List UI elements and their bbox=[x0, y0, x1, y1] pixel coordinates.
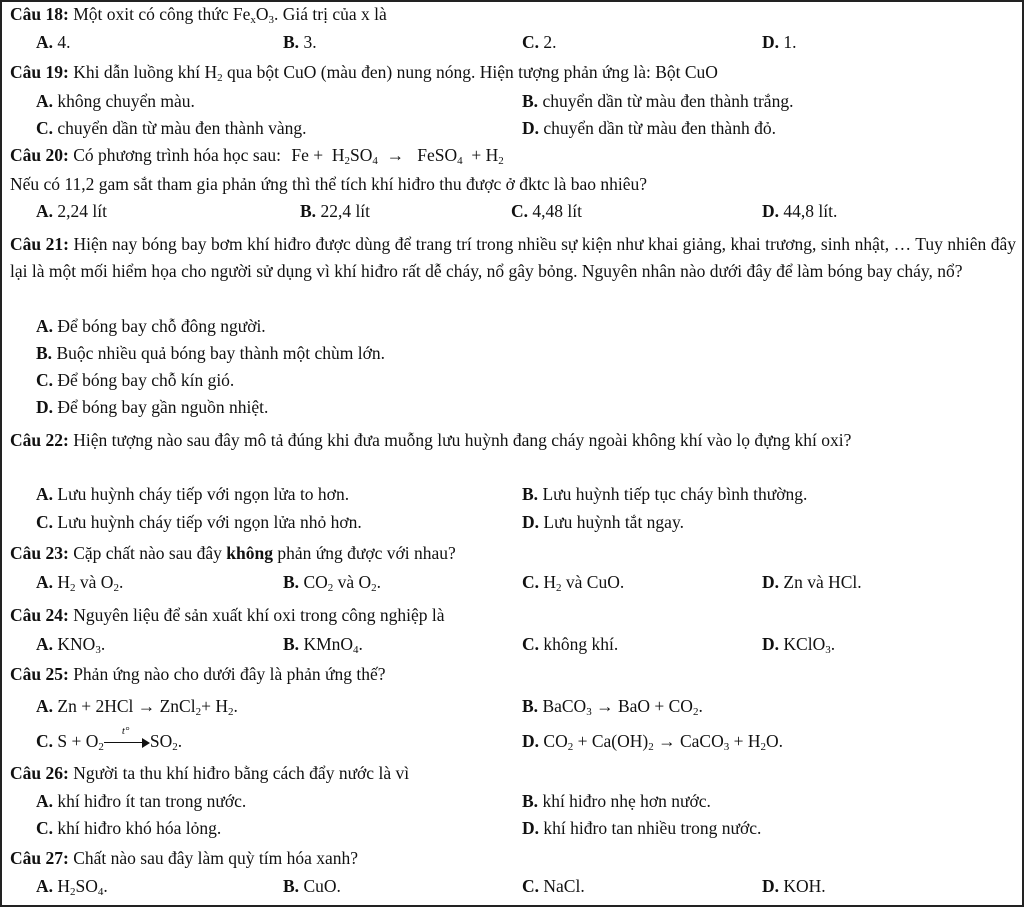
option-d[interactable]: D. 1. bbox=[762, 32, 797, 52]
question-label: Câu 25: bbox=[10, 664, 69, 684]
question-22: Câu 22: Hiện tượng nào sau đây mô tả đúng khi đưa muỗng lưu huỳnh đang cháy ngoài không khí vào lọ đựng khí oxi? bbox=[10, 430, 852, 450]
option-a[interactable]: A. Để bóng bay chỗ đông người. bbox=[36, 316, 266, 336]
question-18: Câu 18: Một oxit có công thức $Fe_xO_3$. Giá trị của x là bbox=[10, 4, 387, 26]
question-25: Câu 25: Phản ứng nào cho dưới đây là phản ứng thế? bbox=[10, 664, 386, 684]
option-b[interactable]: B. khí hiđro nhẹ hơn nước. bbox=[522, 791, 711, 811]
option-a[interactable]: A. Zn + 2HCl → ZnCl$_2$+ $H_2$. bbox=[36, 696, 238, 718]
option-b[interactable]: B. 22,4 lít bbox=[300, 201, 371, 221]
option-b[interactable]: B. $CO_2$ và $O_2$. bbox=[283, 572, 382, 594]
question-label: Câu 19: bbox=[10, 62, 69, 82]
question-24: Câu 24: Nguyên liệu để sản xuất khí oxi trong công nghiệp là bbox=[10, 605, 445, 625]
question-21: Câu 21: Hiện nay bóng bay bơm khí hiđro được dùng để trang trí trong nhiều sự kiện như khai giảng, khai trương, sinh nhật, … Tuy nhiên đây lại là một mối hiểm họa cho người sử dụng vì khí hiđro rất dễ cháy, nổ gây bỏng. Nguyên nhân nào dưới đây để làm bóng bay cháy, nổ? bbox=[10, 234, 1016, 281]
option-a[interactable]: A. 2,24 lít bbox=[36, 201, 107, 221]
reaction-arrow-icon: t° bbox=[104, 737, 150, 749]
option-d[interactable]: D. $CO_2 + Ca(OH)_2$ → CaCO$_3$ + $H_2O$. bbox=[522, 731, 783, 753]
question-label: Câu 21: bbox=[10, 234, 69, 254]
option-d[interactable]: D. Để bóng bay gần nguồn nhiệt. bbox=[36, 397, 269, 417]
option-a[interactable]: A. Lưu huỳnh cháy tiếp với ngọn lửa to hơn. bbox=[36, 484, 350, 504]
option-d[interactable]: D. Zn và HCl. bbox=[762, 572, 862, 592]
chemical-equation: $Fe + H_2SO_4$ → FeSO$_4$ + $H_2$ bbox=[291, 145, 504, 167]
option-a[interactable]: A. khí hiđro ít tan trong nước. bbox=[36, 791, 247, 811]
option-a[interactable]: A. 4. bbox=[36, 32, 71, 52]
question-label: Câu 22: bbox=[10, 430, 69, 450]
question-23: Câu 23: Cặp chất nào sau đây không phản ứng được với nhau? bbox=[10, 543, 456, 563]
option-a[interactable]: A. không chuyển màu. bbox=[36, 91, 195, 111]
option-c[interactable]: C. $H_2$ và CuO. bbox=[522, 572, 625, 594]
option-d[interactable]: D. khí hiđro tan nhiều trong nước. bbox=[522, 818, 762, 838]
option-c[interactable]: C. Lưu huỳnh cháy tiếp với ngọn lửa nhỏ hơn. bbox=[36, 512, 362, 532]
option-c[interactable]: C. 2. bbox=[522, 32, 557, 52]
question-label: Câu 26: bbox=[10, 763, 69, 783]
option-d[interactable]: D. chuyển dần từ màu đen thành đỏ. bbox=[522, 118, 776, 138]
question-label: Câu 27: bbox=[10, 848, 69, 868]
question-label: Câu 23: bbox=[10, 543, 69, 563]
question-label: Câu 24: bbox=[10, 605, 69, 625]
option-b[interactable]: B. 3. bbox=[283, 32, 317, 52]
option-b[interactable]: B. chuyển dần từ màu đen thành trắng. bbox=[522, 91, 794, 111]
option-d[interactable]: D. 44,8 lít. bbox=[762, 201, 838, 221]
option-d[interactable]: D. KOH. bbox=[762, 876, 826, 896]
option-b[interactable]: B. CuO. bbox=[283, 876, 341, 896]
question-label: Câu 20: bbox=[10, 145, 69, 165]
option-d[interactable]: D. KClO$_3$. bbox=[762, 634, 836, 656]
question-27: Câu 27: Chất nào sau đây làm quỳ tím hóa xanh? bbox=[10, 848, 358, 868]
option-b[interactable]: B. Lưu huỳnh tiếp tục cháy bình thường. bbox=[522, 484, 808, 504]
question-26: Câu 26: Người ta thu khí hiđro bằng cách đẩy nước là vì bbox=[10, 763, 410, 783]
question-20-line2: Nếu có 11,2 gam sắt tham gia phản ứng thì thể tích khí hiđro thu được ở đktc là bao nhiêu? bbox=[10, 174, 648, 194]
option-d[interactable]: D. Lưu huỳnh tắt ngay. bbox=[522, 512, 684, 532]
option-c[interactable]: C. NaCl. bbox=[522, 876, 585, 896]
question-20: Câu 20: Có phương trình hóa học sau: $Fe + H_2SO_4$ → FeSO$_4$ + $H_2$ bbox=[10, 145, 504, 167]
option-b[interactable]: B. KMnO$_4$. bbox=[283, 634, 363, 656]
option-c[interactable]: C. không khí. bbox=[522, 634, 619, 654]
option-c[interactable]: C. $S + O_2$ t° $SO_2$. bbox=[36, 724, 183, 753]
option-a[interactable]: A. $KNO_3$. bbox=[36, 634, 106, 656]
option-c[interactable]: C. chuyển dần từ màu đen thành vàng. bbox=[36, 118, 307, 138]
option-b[interactable]: B. Buộc nhiều quả bóng bay thành một chùm lớn. bbox=[36, 343, 386, 363]
option-c[interactable]: C. khí hiđro khó hóa lỏng. bbox=[36, 818, 222, 838]
option-b[interactable]: B. BaCO$_3$ → BaO + $CO_2$. bbox=[522, 696, 703, 718]
option-a[interactable]: A. $H_2SO_4$. bbox=[36, 876, 108, 898]
option-c[interactable]: C. Để bóng bay chỗ kín gió. bbox=[36, 370, 235, 390]
option-a[interactable]: A. $H_2$ và $O_2$. bbox=[36, 572, 124, 594]
option-c[interactable]: C. 4,48 lít bbox=[511, 201, 582, 221]
question-label: Câu 18: bbox=[10, 4, 69, 24]
question-19: Câu 19: Khi dẫn luồng khí $H_2$ qua bột CuO (màu đen) nung nóng. Hiện tượng phản ứng là: Bột CuO bbox=[10, 62, 718, 84]
